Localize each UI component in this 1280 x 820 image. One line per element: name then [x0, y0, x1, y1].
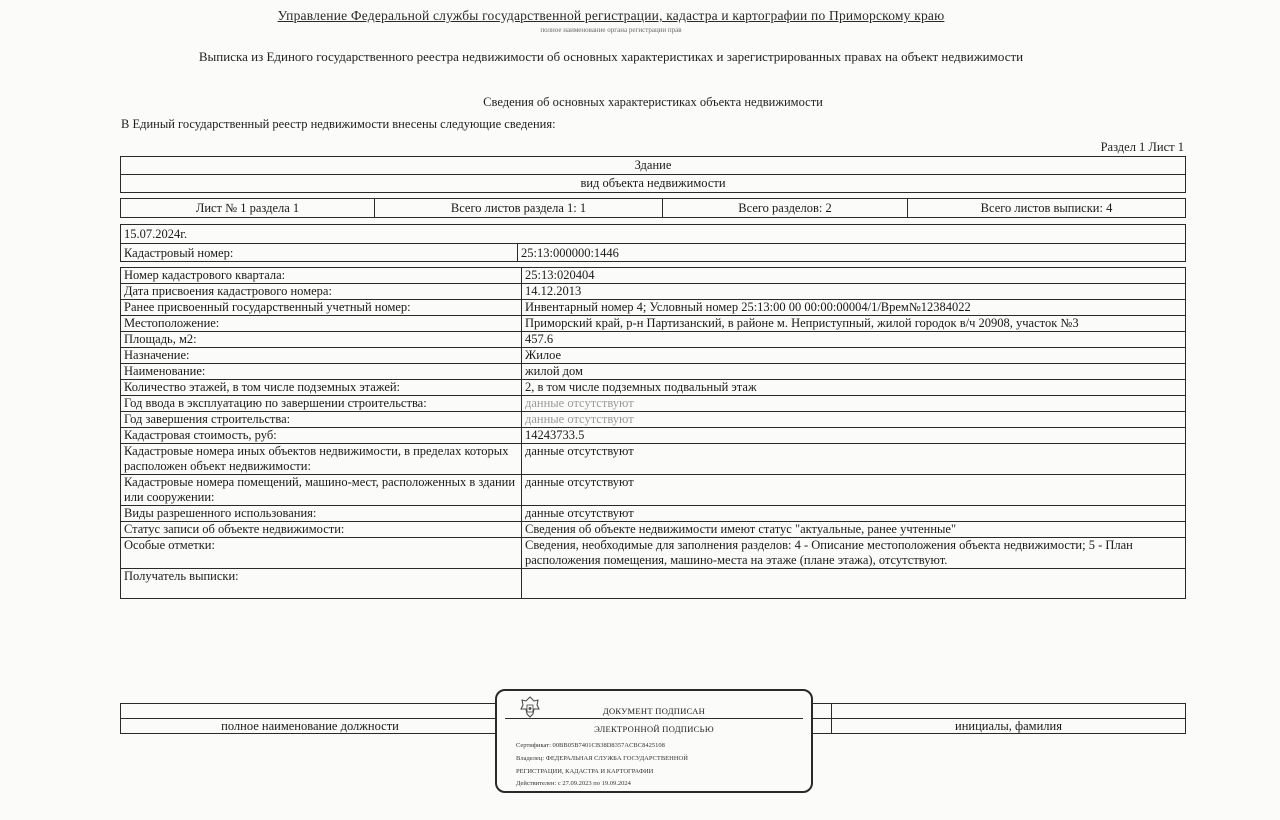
cadastral-number-value: 25:13:000000:1446	[521, 246, 619, 260]
table-row	[121, 348, 1186, 364]
table-row	[121, 538, 1186, 569]
stamp-validity: Действителен: с 27.09.2023 по 19.09.2024	[516, 780, 631, 787]
name-caption: инициалы, фамилия	[832, 719, 1186, 734]
table-row	[121, 569, 1186, 599]
stamp-owner-2: РЕГИСТРАЦИИ, КАДАСТРА И КАРТОГРАФИИ	[516, 768, 654, 775]
table-row	[121, 268, 1186, 284]
row-label: Статус записи об объекте недвижимости:	[121, 522, 522, 538]
row-value: 457.6	[522, 332, 1186, 348]
table-row	[121, 364, 1186, 380]
extract-title: Выписка из Единого государственного реестра недвижимости об основных характеристиках и зарегистрированных правах на объект недвижимости	[198, 49, 1024, 64]
row-label: Количество этажей, в том числе подземных этажей:	[121, 380, 522, 396]
stamp-line2: ЭЛЕКТРОННОЙ ПОДПИСЬЮ	[594, 724, 714, 734]
row-label: Номер кадастрового квартала:	[121, 268, 522, 284]
row-label: Особые отметки:	[121, 538, 522, 569]
row-value: 14243733.5	[522, 428, 1186, 444]
table-row	[121, 284, 1186, 300]
table-row	[121, 428, 1186, 444]
row-value: Инвентарный номер 4; Условный номер 25:13:00 00 00:00:00004/1/Врем№12384022	[522, 300, 1186, 316]
table-row	[121, 300, 1186, 316]
position-caption: полное наименование должности	[121, 719, 500, 734]
row-label: Получатель выписки:	[121, 569, 522, 599]
table-row	[121, 332, 1186, 348]
total-sheets-section: Всего листов раздела 1: 1	[375, 199, 663, 217]
extract-date: 15.07.2024г.	[121, 225, 1185, 244]
row-label: Местоположение:	[121, 316, 522, 332]
characteristics-table	[120, 267, 1186, 599]
table-row	[121, 316, 1186, 332]
stamp-owner-1: Владелец: ФЕДЕРАЛЬНАЯ СЛУЖБА ГОСУДАРСТВЕННОЙ	[516, 755, 688, 762]
table-row	[121, 444, 1186, 475]
row-value: жилой дом	[522, 364, 1186, 380]
row-value: 2, в том числе подземных подвальный этаж	[522, 380, 1186, 396]
total-sections: Всего разделов: 2	[663, 199, 908, 217]
row-value: Сведения об объекте недвижимости имеют статус "актуальные, ранее учтенные"	[522, 522, 1186, 538]
row-value: данные отсутствуют	[522, 396, 1186, 412]
stamp-line1: ДОКУМЕНТ ПОДПИСАН	[602, 706, 706, 716]
table-row	[121, 506, 1186, 522]
authority-name: Управление Федеральной службы государственной регистрации, кадастра и картографии по Приморскому краю	[277, 8, 945, 23]
row-label: Год завершения строительства:	[121, 412, 522, 428]
object-type-caption: вид объекта недвижимости	[121, 174, 1185, 193]
row-label: Кадастровые номера иных объектов недвижимости, в пределах которых расположен объект недвижимости:	[121, 444, 522, 475]
electronic-signature-stamp	[495, 689, 813, 793]
row-label: Год ввода в эксплуатацию по завершении строительства:	[121, 396, 522, 412]
row-value: данные отсутствуют	[522, 506, 1186, 522]
section-title: Сведения об основных характеристиках объекта недвижимости	[483, 95, 823, 109]
row-label: Площадь, м2:	[121, 332, 522, 348]
stamp-certificate: Сертификат: 00BB05B7401CB38D8357ACBC8425108	[516, 742, 665, 749]
row-label: Назначение:	[121, 348, 522, 364]
meta-box	[120, 224, 1186, 262]
sheet-info-box	[120, 198, 1186, 218]
name-field	[832, 704, 1186, 719]
row-value: Сведения, необходимые для заполнения разделов: 4 - Описание местоположения объекта недвижимости; 5 - План расположения помещения, машино-места на этаже (плане этажа), отсутствуют.	[522, 538, 1186, 569]
row-value: Приморский край, р-н Партизанский, в районе м. Неприступный, жилой городок в/ч 20908, участок №3	[522, 316, 1186, 332]
authority-caption: полное наименование органа регистрации прав	[540, 26, 682, 34]
row-label: Кадастровые номера помещений, машино-мест, расположенных в здании или сооружении:	[121, 475, 522, 506]
cadastral-number-label: Кадастровый номер:	[121, 244, 518, 262]
intro-text: В Единый государственный реестр недвижимости внесены следующие сведения:	[121, 117, 556, 131]
table-row	[121, 396, 1186, 412]
row-label: Виды разрешенного использования:	[121, 506, 522, 522]
row-label: Кадастровая стоимость, руб:	[121, 428, 522, 444]
object-type: Здание	[634, 158, 672, 172]
sheet-number: Лист № 1 раздела 1	[121, 199, 375, 217]
row-label: Дата присвоения кадастрового номера:	[121, 284, 522, 300]
section-label: Раздел 1 Лист 1	[1100, 140, 1184, 154]
row-value: Жилое	[522, 348, 1186, 364]
position-field	[121, 704, 500, 719]
table-row	[121, 475, 1186, 506]
row-value: данные отсутствуют	[522, 444, 1186, 475]
object-type-box	[120, 156, 1186, 193]
total-sheets-extract: Всего листов выписки: 4	[980, 201, 1113, 215]
row-value: данные отсутствуют	[522, 475, 1186, 506]
row-value: данные отсутствуют	[522, 412, 1186, 428]
row-value: 25:13:020404	[522, 268, 1186, 284]
table-row	[121, 522, 1186, 538]
row-value	[522, 569, 1186, 599]
table-row	[121, 380, 1186, 396]
row-value: 14.12.2013	[522, 284, 1186, 300]
table-row	[121, 412, 1186, 428]
row-label: Ранее присвоенный государственный учетный номер:	[121, 300, 522, 316]
row-label: Наименование:	[121, 364, 522, 380]
